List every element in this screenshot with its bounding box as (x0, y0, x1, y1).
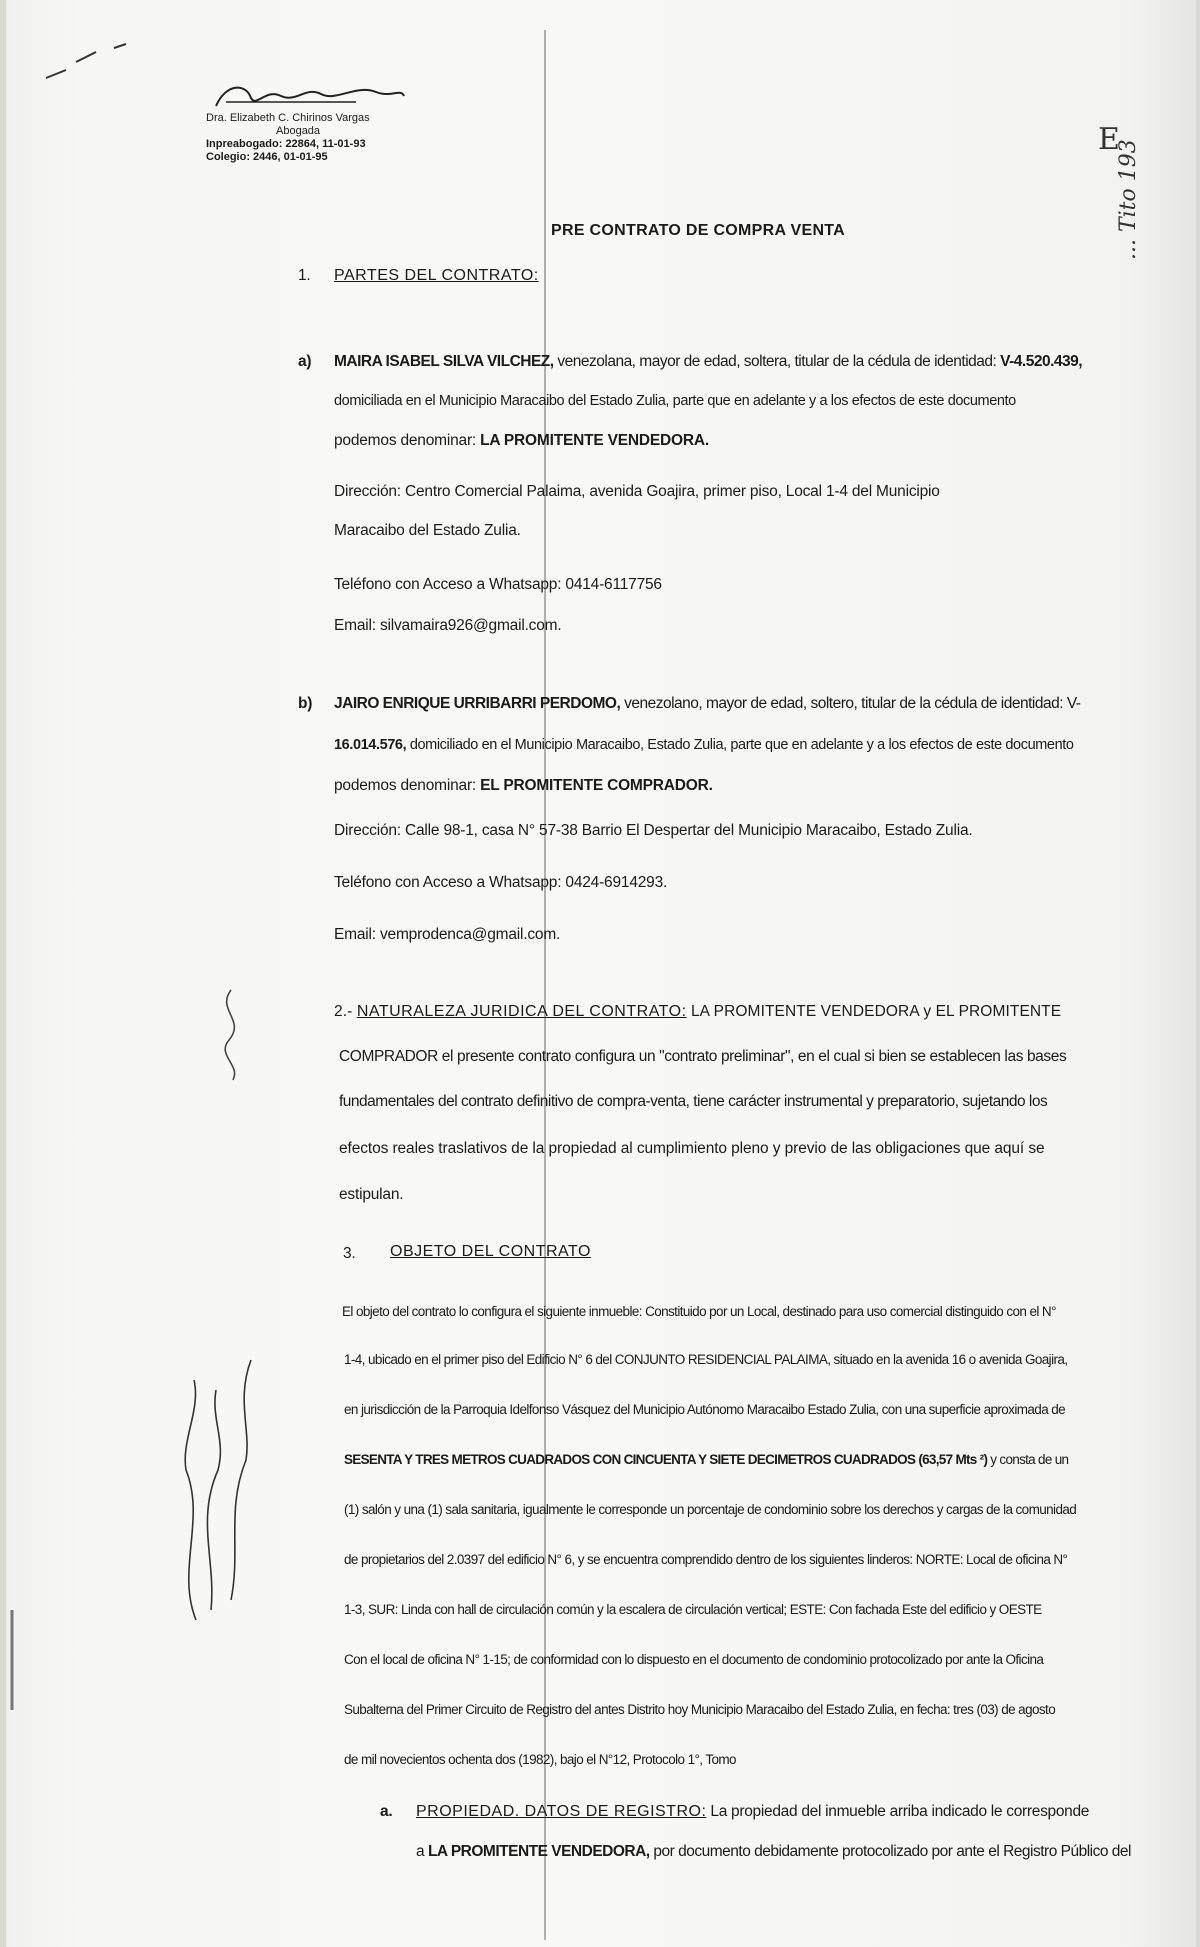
section-3-line-10: de mil novecientos ochenta dos (1982), bajo el N°12, Protocolo 1°, Tomo (344, 1752, 736, 1767)
subsection-a-line-1 (416, 1803, 1089, 1821)
party-a-desc: venezolana, mayor de edad, soltera, titular de la cédula de identidad: (553, 353, 1001, 370)
section-3-area: SESENTA Y TRES METROS CUADRADOS CON CINCUENTA Y SIETE DECIMETROS CUADRADOS (63,57 Mts ²) (344, 1452, 988, 1467)
party-a-id: V-4.520.439, (1000, 353, 1083, 370)
section-3-line-7: 1-3, SUR: Linda con hall de circulación común y la escalera de circulación vertical; ESTE: Con fachada Este del edificio y OESTE (344, 1602, 1042, 1617)
party-b-label: b) (298, 695, 313, 712)
party-a-label: a) (298, 353, 312, 370)
party-a-name: MAIRA ISABEL SILVA VILCHEZ, (334, 353, 554, 370)
section-2-parties: LA PROMITENTE VENDEDORA y EL PROMITENTE (686, 1003, 1062, 1020)
lawyer-title: Abogada (276, 125, 321, 137)
party-a-line-1 (334, 353, 1082, 371)
section-3-line-5: (1) salón y una (1) sala sanitaria, igualmente le corresponde un porcentaje de condominio sobre los derechos y cargas de la comunidad (344, 1502, 1077, 1517)
party-b-name: JAIRO ENRIQUE URRIBARRI PERDOMO, (334, 695, 621, 712)
subsection-a-heading: PROPIEDAD. DATOS DE REGISTRO: (416, 1803, 707, 1820)
document-title: PRE CONTRATO DE COMPRA VENTA (551, 222, 846, 239)
section-2-line-3: fundamentales del contrato definitivo de compra-venta, tiene carácter instrumental y preparatorio, sujetando los (339, 1093, 1048, 1110)
party-a-address-2: Maracaibo del Estado Zulia. (334, 522, 521, 539)
party-b-desc: venezolano, mayor de edad, soltero, titular de la cédula de identidad: V- (620, 695, 1081, 712)
lawyer-name: Dra. Elizabeth C. Chirinos Vargas (206, 112, 370, 124)
section-2-text-2: el presente contrato configura un "contrato preliminar", en el cual si bien se establecen las bases (437, 1048, 1067, 1065)
section-2-number: 2.- (334, 1003, 353, 1020)
margin-stamp-strokes-left (6, 1600, 26, 1720)
party-a-denominate: podemos denominar: (334, 432, 481, 449)
party-a-line-3 (334, 432, 709, 450)
section-3-consists: y consta de un (987, 1452, 1069, 1467)
section-2-line-5: estipulan. (339, 1186, 404, 1203)
party-b-address: Dirección: Calle 98-1, casa N° 57-38 Barrio El Despertar del Municipio Maracaibo, Estado Zulia. (334, 822, 973, 839)
section-3-line-6: de propietarios del 2.0397 del edificio N° 6, y se encuentra comprendido dentro de los siguientes linderos: NORTE: Local de oficina N° (344, 1552, 1068, 1567)
party-a-role: LA PROMITENTE VENDEDORA. (480, 432, 709, 449)
margin-scribble-top-left (36, 40, 136, 90)
letterhead (206, 78, 436, 164)
party-a-email: Email: silvamaira926@gmail.com. (334, 617, 562, 634)
section-3-heading: OBJETO DEL CONTRATO (390, 1243, 591, 1260)
party-b-denominate: podemos denominar: (334, 777, 481, 794)
section-1-heading: PARTES DEL CONTRATO: (334, 267, 539, 284)
margin-signature-scribble (156, 1320, 266, 1630)
party-b-phone: Teléfono con Acceso a Whatsapp: 0424-6914293. (334, 874, 668, 891)
lawyer-colegio: Colegio: 2446, 01-01-95 (206, 151, 328, 163)
party-b-domicile: domiciliado en el Municipio Maracaibo, Estado Zulia, parte que en adelante y a los efectos de este documento (406, 737, 1074, 753)
party-a-phone: Teléfono con Acceso a Whatsapp: 0414-6117756 (334, 576, 662, 593)
section-2-heading: NATURALEZA JURIDICA DEL CONTRATO: (356, 1003, 687, 1020)
party-b-line-1 (334, 695, 1080, 713)
subsection-a-label: a. (380, 1803, 393, 1820)
subsection-a-text-2: por documento debidamente protocolizado por ante el Registro Público del (649, 1843, 1131, 1860)
document-page (6, 0, 1196, 1947)
subsection-a-prefix: a (416, 1843, 428, 1860)
party-b-role: EL PROMITENTE COMPRADOR. (480, 777, 713, 794)
margin-initials-scribble (211, 980, 251, 1090)
party-b-id: 16.014.576, (334, 737, 407, 753)
party-a-address-1: Dirección: Centro Comercial Palaima, avenida Goajira, primer piso, Local 1-4 del Municipio (334, 483, 940, 500)
section-3-number: 3. (343, 1245, 356, 1262)
subsection-a-text-1: La propiedad del inmueble arriba indicado le corresponde (706, 1803, 1090, 1820)
party-b-email: Email: vemprodenca@gmail.com. (334, 926, 561, 943)
section-2-line-4: efectos reales traslativos de la propiedad al cumplimiento pleno y previo de las obligaciones que aquí se (339, 1140, 1045, 1157)
margin-note-vertical: ... Tito 193 (1116, 139, 1141, 260)
lawyer-inpreabogado: Inpreabogado: 22864, 11-01-93 (206, 138, 366, 150)
party-b-line-2 (334, 737, 1074, 753)
section-3-line-9: Subalterna del Primer Circuito de Registro del antes Distrito hoy Municipio Maracaibo del Estado Zulia, en fecha: tres (03) de agosto (344, 1702, 1056, 1717)
section-3-line-4 (344, 1452, 1068, 1467)
subsection-a-role: LA PROMITENTE VENDEDORA, (427, 1843, 650, 1860)
section-3-line-8: Con el local de oficina N° 1-15; de conformidad con lo dispuesto en el documento de condominio protocolizado por ante la Oficina (344, 1652, 1044, 1667)
subsection-a-line-2 (416, 1843, 1131, 1861)
section-3-line-2: 1-4, ubicado en el primer piso del Edificio N° 6 del CONJUNTO RESIDENCIAL PALAIMA, situado en la avenida 16 o avenida Goajira, (344, 1352, 1068, 1367)
section-2-line-1 (334, 1003, 1061, 1021)
section-3-line-3: en jurisdicción de la Parroquia Idelfonso Vásquez del Municipio Autónomo Maracaibo Estado Zulia, con una superficie aproximada de (344, 1402, 1066, 1417)
section-3-line-1: El objeto del contrato lo configura el siguiente inmueble: Constituido por un Local, destinado para uso comercial distinguido con el N° (342, 1304, 1056, 1319)
section-1-number: 1. (298, 267, 311, 284)
signature-mark (206, 78, 406, 112)
section-2-line-2 (339, 1048, 1066, 1066)
margin-letter-e: E (1098, 122, 1120, 157)
party-b-line-3 (334, 777, 713, 795)
section-2-comprador: COMPRADOR (339, 1048, 438, 1065)
lawyer-signature (206, 78, 436, 112)
party-a-line-2: domiciliada en el Municipio Maracaibo del Estado Zulia, parte que en adelante y a los efectos de este documento (334, 393, 1016, 409)
